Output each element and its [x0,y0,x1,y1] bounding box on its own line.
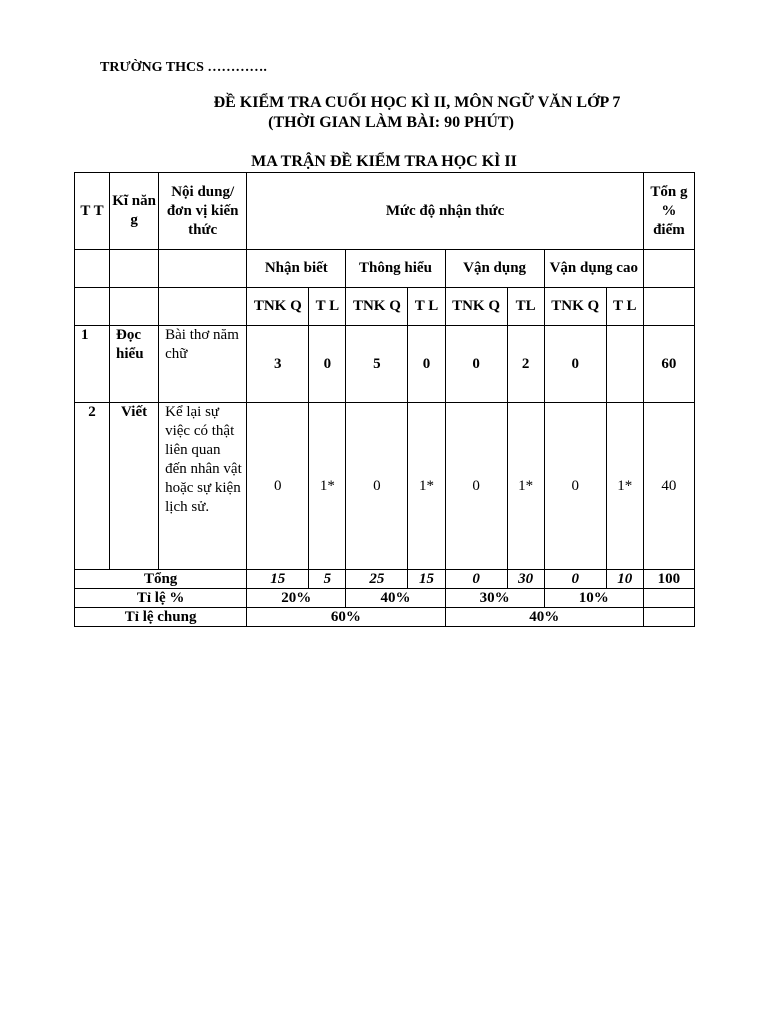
row-tt: 2 [75,403,110,570]
ratio-row [75,589,695,608]
row-total: 40 [643,403,694,570]
value-cell: 1* [408,403,445,570]
header-row [75,173,695,250]
empty-cell [110,250,159,288]
empty-cell [643,589,694,608]
subhead-cell: TL [507,288,544,326]
table-row [75,326,695,403]
value-cell: 5 [346,326,408,403]
empty-cell [643,608,694,627]
level-van-dung: Vận dụng [445,250,544,288]
subhead-cell: TNK Q [544,288,606,326]
exam-duration: (THỜI GIAN LÀM BÀI: 90 PHÚT) [268,114,514,131]
sum-cell: 15 [408,570,445,589]
value-cell: 1* [309,403,346,570]
value-cell [606,326,643,403]
value-cell: 0 [544,326,606,403]
subhead-cell: TNK Q [346,288,408,326]
general-label: Tỉ lệ chung [75,608,247,627]
subhead-cell: T L [408,288,445,326]
general-ratio-row [75,608,695,627]
subhead-cell: T L [606,288,643,326]
subhead-cell: T L [309,288,346,326]
sum-cell: 5 [309,570,346,589]
matrix-title: MA TRẬN ĐỀ KIỂM TRA HỌC KÌ II [251,153,517,170]
ratio-cell: 40% [346,589,445,608]
sum-total: 100 [643,570,694,589]
empty-cell [75,250,110,288]
empty-cell [643,288,694,326]
level-nhan-biet: Nhận biết [247,250,346,288]
row-skill: Đọc hiểu [110,326,159,403]
value-cell: 3 [247,326,309,403]
sum-cell: 10 [606,570,643,589]
head-cognitive-level: Mức độ nhận thức [247,173,644,250]
subhead-cell: TNK Q [247,288,309,326]
value-cell: 0 [309,326,346,403]
value-cell: 0 [408,326,445,403]
subhead-row [75,288,695,326]
row-skill: Viết [110,403,159,570]
level-van-dung-cao: Vận dụng cao [544,250,643,288]
general-cell: 60% [247,608,445,627]
value-cell: 0 [544,403,606,570]
table-row [75,403,695,570]
sum-cell: 30 [507,570,544,589]
level-row [75,250,695,288]
sum-row [75,570,695,589]
level-thong-hieu: Thông hiểu [346,250,445,288]
ratio-cell: 20% [247,589,346,608]
empty-cell [159,250,247,288]
general-cell: 40% [445,608,643,627]
ratio-label: Tỉ lệ % [75,589,247,608]
empty-cell [643,250,694,288]
value-cell: 0 [247,403,309,570]
value-cell: 2 [507,326,544,403]
ratio-cell: 10% [544,589,643,608]
empty-cell [75,288,110,326]
head-tt: T T [75,173,110,250]
exam-matrix-table [74,172,695,627]
row-content: Kể lại sự việc có thật liên quan đến nhân vật hoặc sự kiện lịch sử. [159,403,247,570]
head-total: Tổn g % điểm [643,173,694,250]
sum-cell: 0 [544,570,606,589]
sum-cell: 0 [445,570,507,589]
sum-label: Tổng [75,570,247,589]
empty-cell [110,288,159,326]
head-skill: Kĩ năn g [110,173,159,250]
value-cell: 1* [507,403,544,570]
sum-cell: 15 [247,570,309,589]
value-cell: 0 [445,403,507,570]
empty-cell [159,288,247,326]
exam-title: ĐỀ KIỂM TRA CUỐI HỌC KÌ II, MÔN NGỮ VĂN LỚP 7 [213,94,621,111]
subhead-cell: TNK Q [445,288,507,326]
school-name: TRƯỜNG THCS …………. [100,60,267,75]
value-cell: 0 [445,326,507,403]
value-cell: 0 [346,403,408,570]
row-content: Bài thơ năm chữ [159,326,247,403]
row-total: 60 [643,326,694,403]
head-content: Nội dung/đơn vị kiến thức [159,173,247,250]
sum-cell: 25 [346,570,408,589]
ratio-cell: 30% [445,589,544,608]
row-tt: 1 [75,326,110,403]
value-cell: 1* [606,403,643,570]
